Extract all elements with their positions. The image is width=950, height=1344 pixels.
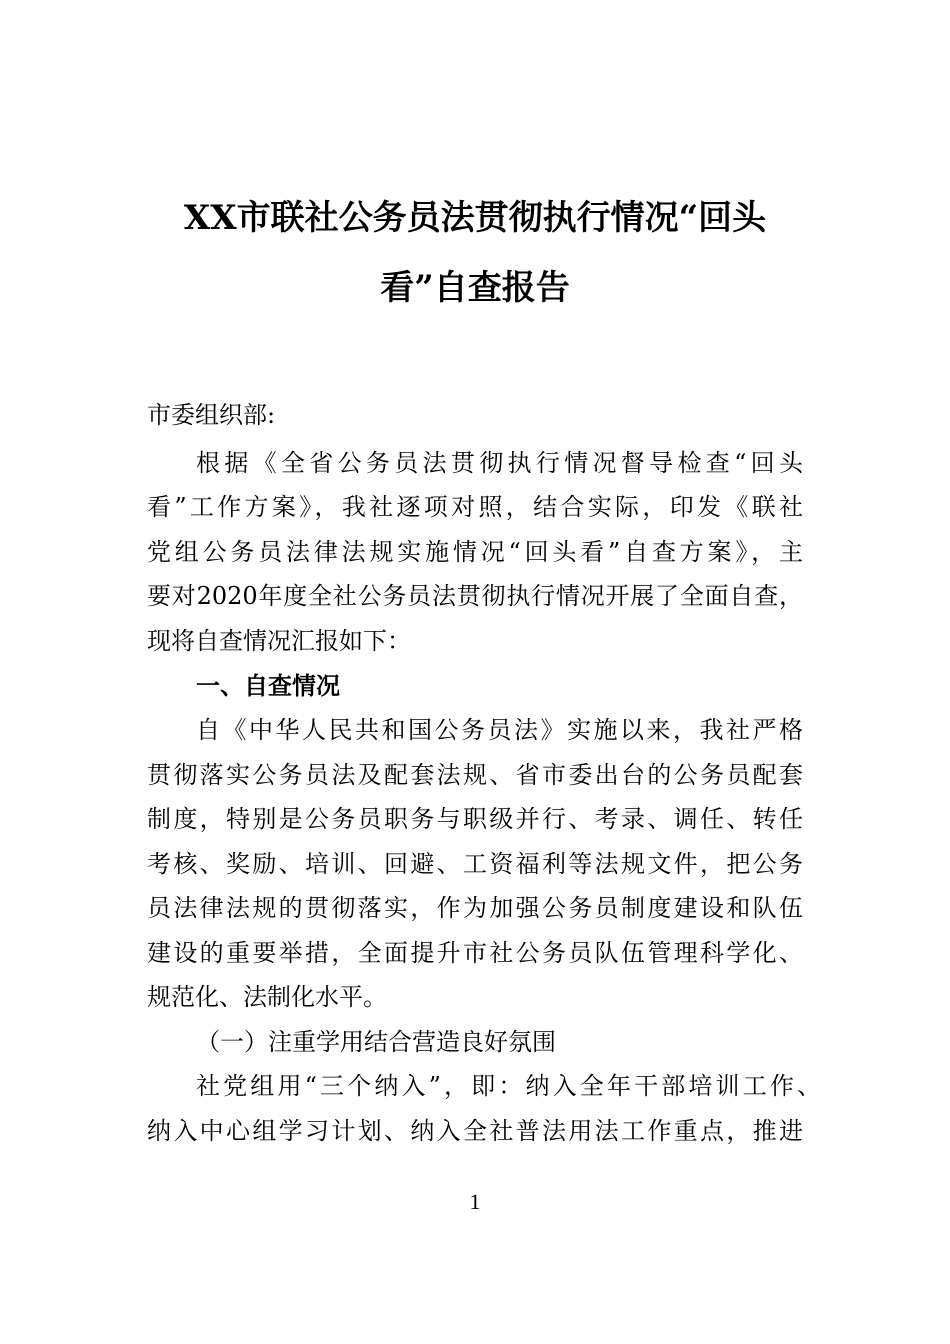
document-title-line-1: XX市联社公务员法贯彻执行情况“回头 (183, 198, 767, 238)
paragraph-1-line-4: 要对2020年度全社公务员法贯彻执行情况开展了全面自查， (147, 582, 803, 610)
paragraph-1-line-1: 根据《全省公务员法贯彻执行情况督导检查“回头 (196, 449, 803, 477)
subsection-1-heading: （一）注重学用结合营造良好氛围 (196, 1028, 556, 1056)
paragraph-3-line-2: 纳入中心组学习计划、纳入全社普法用法工作重点，推进 (147, 1117, 803, 1145)
paragraph-1-line-5: 现将自查情况汇报如下： (147, 627, 411, 655)
paragraph-2-line-3: 制度，特别是公务员职务与职级并行、考录、调任、转任 (147, 805, 803, 833)
paragraph-2-line-7: 规范化、法制化水平。 (147, 983, 387, 1011)
document-title-line-2: 看”自查报告 (380, 268, 570, 308)
paragraph-2-line-6: 建设的重要举措，全面提升市社公务员队伍管理科学化、 (147, 939, 803, 967)
paragraph-2-line-4: 考核、奖励、培训、回避、工资福利等法规文件，把公务 (147, 850, 803, 878)
paragraph-1-line-3: 党组公务员法律法规实施情况“回头看”自查方案》，主 (147, 538, 803, 566)
page-number: 1 (469, 1189, 481, 1214)
paragraph-1-line-2: 看”工作方案》，我社逐项对照，结合实际，印发《联社 (147, 493, 803, 521)
paragraph-2-line-5: 员法律法规的贯彻落实，作为加强公务员制度建设和队伍 (147, 894, 803, 922)
addressee: 市委组织部: (147, 401, 276, 429)
paragraph-2-line-1: 自《中华人民共和国公务员法》实施以来，我社严格 (196, 716, 803, 744)
section-1-heading: 一、自查情况 (196, 672, 340, 700)
paragraph-2-line-2: 贯彻落实公务员法及配套法规、省市委出台的公务员配套 (147, 761, 803, 789)
paragraph-3-line-1: 社党组用“三个纳入”，即：纳入全年干部培训工作、 (196, 1072, 821, 1100)
